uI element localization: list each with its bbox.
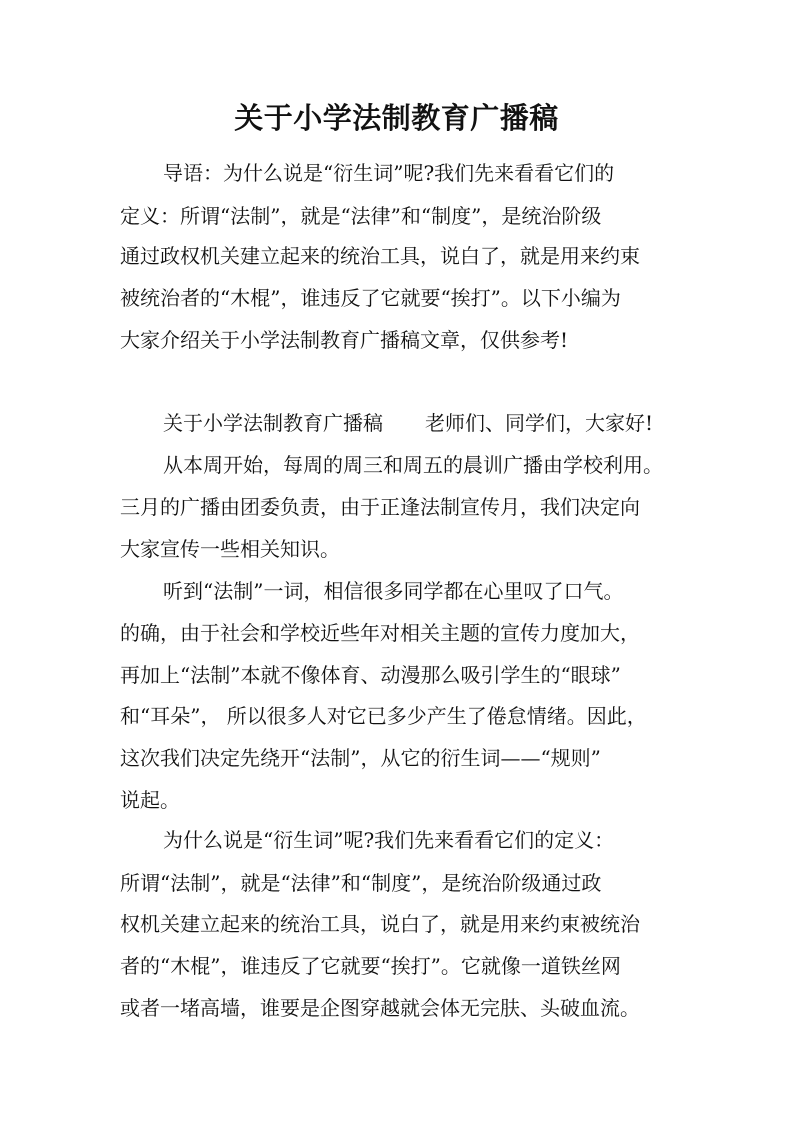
p3-line-2: 所谓“法制”，就是“法律”和“制度”，是统治阶级通过政 [120, 871, 602, 895]
p2-line-4: 和“耳朵”， 所以很多人对它已多少产生了倦怠情绪。因此， [120, 704, 647, 728]
intro-line-5: 大家介绍关于小学法制教育广播稿文章，仅供参考! [120, 328, 569, 352]
p1-line-2: 三月的广播由团委负责，由于正逢法制宣传月，我们决定向 [120, 495, 640, 519]
p2-line-5: 这次我们决定先绕开“法制”，从它的衍生词——“规则” [120, 746, 601, 770]
speech-heading: 关于小学法制教育广播稿 [163, 411, 383, 435]
speech-header-line [163, 409, 683, 438]
intro-line-4: 被统治者的“木棍”，谁违反了它就要“挨打”。以下小编为 [120, 286, 621, 310]
p2-line-6: 说起。 [120, 788, 180, 812]
p2-line-3: 再加上“法制”本就不像体育、动漫那么吸引学生的“眼球” [120, 663, 621, 687]
p1-line-1: 从本周开始，每周的周三和周五的晨训广播由学校利用。 [163, 453, 663, 477]
document-title: 关于小学法制教育广播稿 [234, 101, 559, 135]
p1-line-3: 大家宣传一些相关知识。 [120, 537, 340, 561]
p3-line-3: 权机关建立起来的统治工具，说白了，就是用来约束被统治 [120, 912, 640, 936]
p2-line-1: 听到“法制”一词，相信很多同学都在心里叹了口气。 [163, 579, 624, 603]
intro-line-2: 定义：所谓“法制”，就是“法律”和“制度”，是统治阶级 [120, 204, 602, 228]
p3-line-4: 者的“木棍”，谁违反了它就要“挨打”。它就像一道铁丝网 [120, 954, 621, 978]
p3-line-5: 或者一堵高墙，谁要是企图穿越就会体无完肤、头破血流。 [120, 996, 640, 1020]
p3-line-1: 为什么说是“衍生词”呢?我们先来看看它们的定义： [163, 828, 615, 852]
greeting: 老师们、同学们，大家好! [425, 411, 654, 435]
intro-line-1: 导语：为什么说是“衍生词”呢?我们先来看看它们的 [163, 161, 615, 185]
intro-line-3: 通过政权机关建立起来的统治工具，说白了，就是用来约束 [120, 244, 640, 268]
p2-line-2: 的确，由于社会和学校近些年对相关主题的宣传力度加大， [120, 621, 640, 645]
